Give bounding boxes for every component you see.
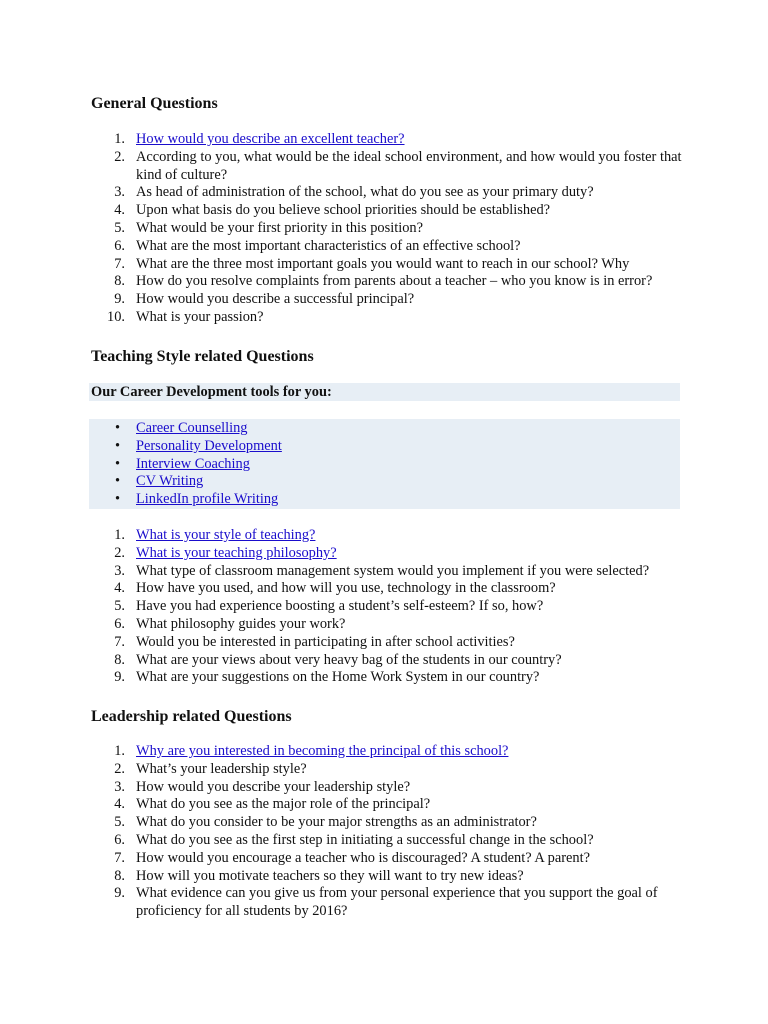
list-item: 9. How would you describe a successful principal?: [114, 291, 415, 308]
career-counselling-link[interactable]: Career Counselling: [136, 420, 248, 436]
bullet-icon: •: [115, 491, 121, 508]
teaching-style-heading: Teaching Style related Questions: [91, 348, 314, 365]
general-questions-list: [91, 131, 691, 327]
list-item: 7. What are the three most important goals you would want to reach in our school? Why: [114, 255, 630, 272]
teaching-questions-list: [91, 527, 691, 687]
list-item: 3. As head of administration of the school, what do you see as your primary duty?: [114, 184, 594, 201]
list-item: 2. According to you, what would be the ideal school environment, and how would you foster that kind of culture?: [114, 148, 682, 183]
list-item: 6. What do you see as the first step in initiating a successful change in the school?: [114, 831, 594, 848]
list-item: 2. What’s your leadership style?: [114, 760, 307, 777]
list-item: 8. What are your views about very heavy bag of the students in our country?: [114, 651, 562, 668]
list-item: 3. What type of classroom management system would you implement if you were selected?: [114, 562, 650, 579]
list-item: 4. What do you see as the major role of the principal?: [114, 796, 431, 813]
career-tool-item[interactable]: [91, 491, 671, 509]
list-item: 5. What do you consider to be your major strengths as an administrator?: [114, 814, 537, 831]
list-item[interactable]: 1. What is your style of teaching?: [114, 527, 316, 543]
list-item: 5. What would be your first priority in this position?: [114, 219, 423, 236]
list-item: 4. How have you used, and how will you use, technology in the classroom?: [114, 580, 556, 597]
list-item: 5. Have you had experience boosting a student’s self-esteem? If so, how?: [114, 598, 544, 615]
career-tool-item[interactable]: [91, 473, 671, 491]
list-item[interactable]: 1. Why are you interested in becoming the principal of this school?: [114, 743, 509, 759]
career-tool-item[interactable]: [91, 420, 671, 438]
leadership-questions-list: [91, 743, 691, 921]
bullet-icon: •: [115, 455, 121, 472]
list-item: 6. What philosophy guides your work?: [114, 615, 346, 632]
cv-writing-link[interactable]: CV Writing: [136, 473, 204, 490]
becoming-principal-link[interactable]: Why are you interested in becoming the principal of this school?: [136, 743, 509, 759]
list-item: 6. What are the most important characteristics of an effective school?: [114, 237, 521, 254]
excellent-teacher-link[interactable]: How would you describe an excellent teacher?: [136, 131, 405, 147]
list-item: 7. How would you encourage a teacher who is discouraged? A student? A parent?: [114, 849, 590, 866]
list-item: 7. Would you be interested in participating in after school activities?: [114, 633, 515, 650]
career-tool-item[interactable]: [91, 456, 671, 474]
list-item: 8. How will you motivate teachers so they will want to try new ideas?: [114, 867, 524, 884]
career-tools-heading: Our Career Development tools for you:: [89, 383, 680, 401]
general-questions-heading: General Questions: [91, 95, 218, 112]
list-item: 9. What evidence can you give us from your personal experience that you support the goal of proficiency for all students by 2016?: [114, 885, 658, 920]
bullet-icon: •: [115, 473, 121, 490]
bullet-icon: •: [115, 420, 121, 436]
list-item: 3. How would you describe your leadership style?: [114, 778, 411, 795]
leadership-heading: Leadership related Questions: [91, 708, 292, 725]
list-item[interactable]: 2. What is your teaching philosophy?: [114, 544, 337, 561]
interview-coaching-link[interactable]: Interview Coaching: [136, 455, 250, 472]
list-item[interactable]: 1. How would you describe an excellent teacher?: [114, 131, 405, 147]
style-of-teaching-link[interactable]: What is your style of teaching?: [136, 527, 316, 543]
personality-development-link[interactable]: Personality Development: [136, 437, 282, 454]
career-tools-list: [91, 420, 671, 509]
linkedin-profile-writing-link[interactable]: LinkedIn profile Writing: [136, 491, 279, 508]
list-item: 4. Upon what basis do you believe school priorities should be established?: [114, 202, 551, 219]
list-item: 8. How do you resolve complaints from parents about a teacher – who you know is in error?: [114, 273, 653, 290]
teaching-philosophy-link[interactable]: What is your teaching philosophy?: [136, 544, 337, 561]
list-item: 10. What is your passion?: [107, 308, 264, 325]
career-tool-item[interactable]: [91, 438, 671, 456]
list-item: 9. What are your suggestions on the Home Work System in our country?: [114, 669, 540, 686]
bullet-icon: •: [115, 437, 121, 454]
